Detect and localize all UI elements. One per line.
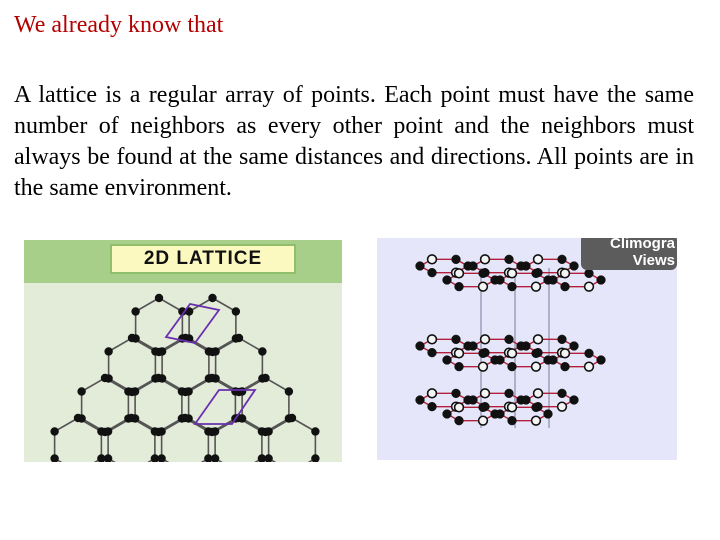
layer-atom bbox=[416, 262, 425, 271]
3d-layered-lattice-figure bbox=[377, 238, 677, 460]
lattice-site-atom bbox=[455, 349, 464, 358]
lattice-site-atom bbox=[561, 349, 570, 358]
lattice-site-atom bbox=[455, 403, 464, 412]
honeycomb-lattice-diagram bbox=[24, 240, 342, 462]
lattice-point bbox=[128, 334, 136, 342]
layer-atom bbox=[455, 282, 464, 291]
lattice-site-atom bbox=[585, 282, 594, 291]
layer-atom bbox=[561, 362, 570, 371]
lattice-site-atom bbox=[558, 402, 567, 411]
lattice-point bbox=[238, 387, 246, 395]
lattice-point bbox=[104, 347, 112, 355]
layer-atom bbox=[522, 262, 531, 271]
lattice-point bbox=[211, 454, 219, 462]
lattice-definition-paragraph: A lattice is a regular array of points. Each point must have the same number of neighbors as every other point and the neighbors must always be found at the same distances and directions. All points are in the same environment. bbox=[14, 82, 694, 201]
layer-atom bbox=[428, 268, 437, 277]
layer-atom bbox=[416, 342, 425, 351]
layer-atom bbox=[479, 403, 488, 412]
layer-atom bbox=[570, 262, 579, 271]
lattice-point bbox=[264, 454, 272, 462]
lattice-point bbox=[157, 454, 165, 462]
layer-atom bbox=[532, 349, 541, 358]
lattice-site-atom bbox=[479, 362, 488, 371]
lattice-site-atom bbox=[561, 269, 570, 278]
2d-lattice-title: 2D LATTICE bbox=[110, 244, 296, 274]
lattice-point bbox=[288, 414, 296, 422]
layer-atom bbox=[443, 410, 452, 419]
layer-atom bbox=[544, 410, 553, 419]
layer-atom bbox=[496, 276, 505, 285]
bond-group bbox=[55, 298, 316, 462]
lattice-point bbox=[285, 387, 293, 395]
layer-atom bbox=[496, 410, 505, 419]
lattice-site-atom bbox=[508, 269, 517, 278]
layer-atom bbox=[508, 282, 517, 291]
layer-atom bbox=[585, 349, 594, 358]
lattice-point bbox=[232, 307, 240, 315]
lattice-point bbox=[157, 427, 165, 435]
layer-atom bbox=[428, 348, 437, 357]
layer-atom bbox=[558, 255, 567, 264]
layer-atom bbox=[455, 416, 464, 425]
lattice-point bbox=[311, 427, 319, 435]
atom-group bbox=[50, 294, 319, 462]
lattice-site-atom bbox=[534, 255, 543, 264]
lattice-point bbox=[131, 387, 139, 395]
layer-atom bbox=[522, 342, 531, 351]
label-line-1: Climogra bbox=[609, 238, 675, 252]
layer-atom bbox=[505, 389, 514, 398]
lattice-site-atom bbox=[585, 362, 594, 371]
layer-atom bbox=[570, 342, 579, 351]
layer-atom bbox=[522, 396, 531, 405]
lattice-site-atom bbox=[508, 403, 517, 412]
lattice-point bbox=[211, 347, 219, 355]
lattice-point bbox=[258, 347, 266, 355]
layer-atom bbox=[558, 389, 567, 398]
layer-atom bbox=[549, 356, 558, 365]
layer-atom bbox=[428, 402, 437, 411]
crystallography-views-label bbox=[581, 238, 677, 270]
lattice-point bbox=[74, 414, 82, 422]
2d-lattice-figure bbox=[24, 240, 342, 462]
layer-atom bbox=[452, 389, 461, 398]
lattice-site-atom bbox=[534, 335, 543, 344]
lattice-site-atom bbox=[481, 335, 490, 344]
layer-atom bbox=[508, 416, 517, 425]
lattice-point bbox=[211, 427, 219, 435]
lattice-point bbox=[208, 294, 216, 302]
lattice-point bbox=[101, 374, 109, 382]
lattice-point bbox=[264, 427, 272, 435]
layer-atom bbox=[549, 276, 558, 285]
lattice-point bbox=[235, 334, 243, 342]
lattice-point bbox=[104, 454, 112, 462]
layer-atom bbox=[469, 396, 478, 405]
lattice-point bbox=[184, 387, 192, 395]
lattice-point bbox=[131, 307, 139, 315]
layer-atom bbox=[479, 349, 488, 358]
layer-atom bbox=[443, 356, 452, 365]
lattice-site-atom bbox=[428, 255, 437, 264]
layered-graphite-diagram bbox=[377, 238, 677, 460]
layer-atom bbox=[532, 403, 541, 412]
layer-atom bbox=[558, 335, 567, 344]
lattice-point bbox=[127, 414, 135, 422]
layer-atom bbox=[416, 396, 425, 405]
lattice-point bbox=[158, 347, 166, 355]
lattice-point bbox=[181, 414, 189, 422]
layer-atom bbox=[496, 356, 505, 365]
layer-atom bbox=[532, 269, 541, 278]
lattice-site-atom bbox=[481, 389, 490, 398]
lattice-point bbox=[50, 427, 58, 435]
lattice-site-atom bbox=[534, 389, 543, 398]
label-line-2: Views bbox=[632, 252, 675, 269]
layer-atom bbox=[505, 335, 514, 344]
lattice-site-atom bbox=[428, 335, 437, 344]
lattice-point bbox=[208, 374, 216, 382]
layer-atom bbox=[455, 362, 464, 371]
lattice-point bbox=[155, 294, 163, 302]
page-heading: We already know that bbox=[14, 12, 224, 38]
layer-atom bbox=[443, 276, 452, 285]
lattice-point bbox=[50, 454, 58, 462]
lattice-site-atom bbox=[481, 255, 490, 264]
lattice-site-atom bbox=[532, 362, 541, 371]
lattice-site-atom bbox=[455, 269, 464, 278]
lattice-site-atom bbox=[532, 416, 541, 425]
lattice-site-atom bbox=[479, 416, 488, 425]
lattice-point bbox=[261, 374, 269, 382]
layer-atom bbox=[479, 269, 488, 278]
layer-atom bbox=[469, 262, 478, 271]
layer-atom bbox=[508, 362, 517, 371]
layer-atom bbox=[597, 356, 606, 365]
lattice-point bbox=[154, 374, 162, 382]
layer-atom bbox=[452, 255, 461, 264]
layer-atom bbox=[452, 335, 461, 344]
lattice-point bbox=[311, 454, 319, 462]
layer-atom bbox=[585, 269, 594, 278]
lattice-site-atom bbox=[479, 282, 488, 291]
lattice-site-atom bbox=[508, 349, 517, 358]
layer-atom bbox=[561, 282, 570, 291]
layer-atom bbox=[570, 396, 579, 405]
lattice-point bbox=[104, 427, 112, 435]
layer-atom bbox=[505, 255, 514, 264]
layer-atom bbox=[469, 342, 478, 351]
lattice-point bbox=[77, 387, 85, 395]
layer-atom bbox=[597, 276, 606, 285]
lattice-site-atom bbox=[532, 282, 541, 291]
lattice-site-atom bbox=[428, 389, 437, 398]
